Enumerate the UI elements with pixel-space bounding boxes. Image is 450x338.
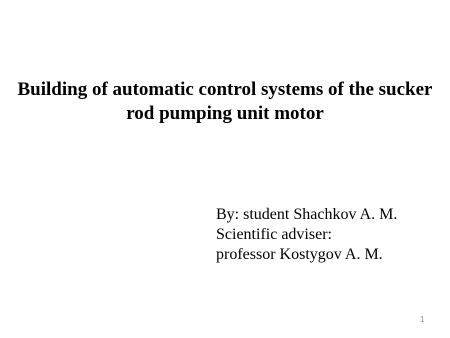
slide-title — [0, 78, 450, 126]
author-line-adviser-name: professor Kostygov A. M. — [216, 246, 383, 263]
author-info — [216, 205, 397, 265]
author-line-student: By: student Shachkov A. M. — [216, 206, 398, 223]
author-line-adviser-label: Scientific adviser: — [216, 226, 332, 243]
slide-title-line-2: rod pumping unit motor — [126, 103, 324, 124]
slide-page-number: 1 — [420, 315, 425, 324]
slide-title-line-1: Building of automatic control systems of the sucker — [17, 79, 433, 100]
